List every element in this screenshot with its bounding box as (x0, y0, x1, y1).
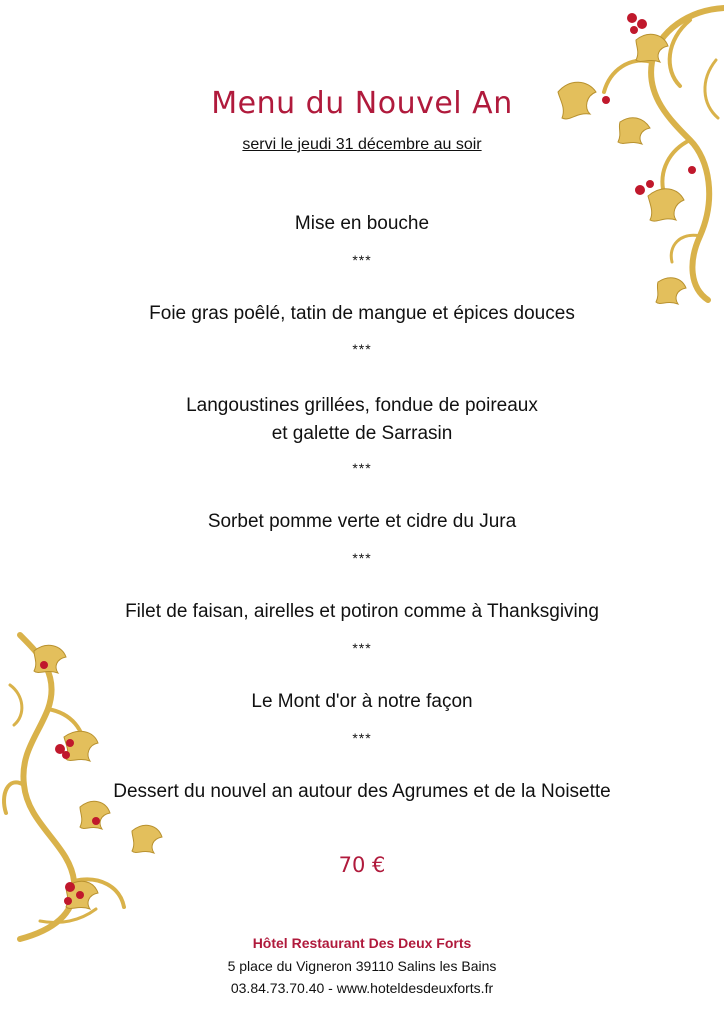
course-separator: *** (352, 550, 372, 566)
course-item: Foie gras poêlé, tatin de mangue et épices douces (149, 303, 575, 324)
course-separator: *** (352, 252, 372, 268)
course-item: Le Mont d'or à notre façon (251, 691, 473, 712)
course-separator: *** (352, 460, 372, 476)
hotel-contact: 03.84.73.70.40 - www.hoteldesdeuxforts.fr (230, 980, 494, 996)
course-item (0, 392, 724, 448)
course-separator: *** (352, 341, 372, 357)
course-item: Filet de faisan, airelles et potiron comme à Thanksgiving (125, 601, 599, 622)
course-separator: *** (352, 640, 372, 656)
course-item: Dessert du nouvel an autour des Agrumes et de la Noisette (113, 781, 611, 802)
course-line: et galette de Sarrasin (271, 423, 453, 444)
menu-price: 70 € (338, 853, 386, 877)
menu-subtitle: servi le jeudi 31 décembre au soir (242, 136, 482, 153)
hotel-address: 5 place du Vigneron 39110 Salins les Bains (227, 958, 497, 974)
course-item: Sorbet pomme verte et cidre du Jura (207, 511, 517, 532)
hotel-name: Hôtel Restaurant Des Deux Forts (252, 935, 472, 951)
course-separator: *** (352, 730, 372, 746)
course-item: Mise en bouche (294, 213, 430, 234)
course-line: Langoustines grillées, fondue de poireaux (186, 395, 538, 416)
menu-title: Menu du Nouvel An (211, 86, 513, 121)
